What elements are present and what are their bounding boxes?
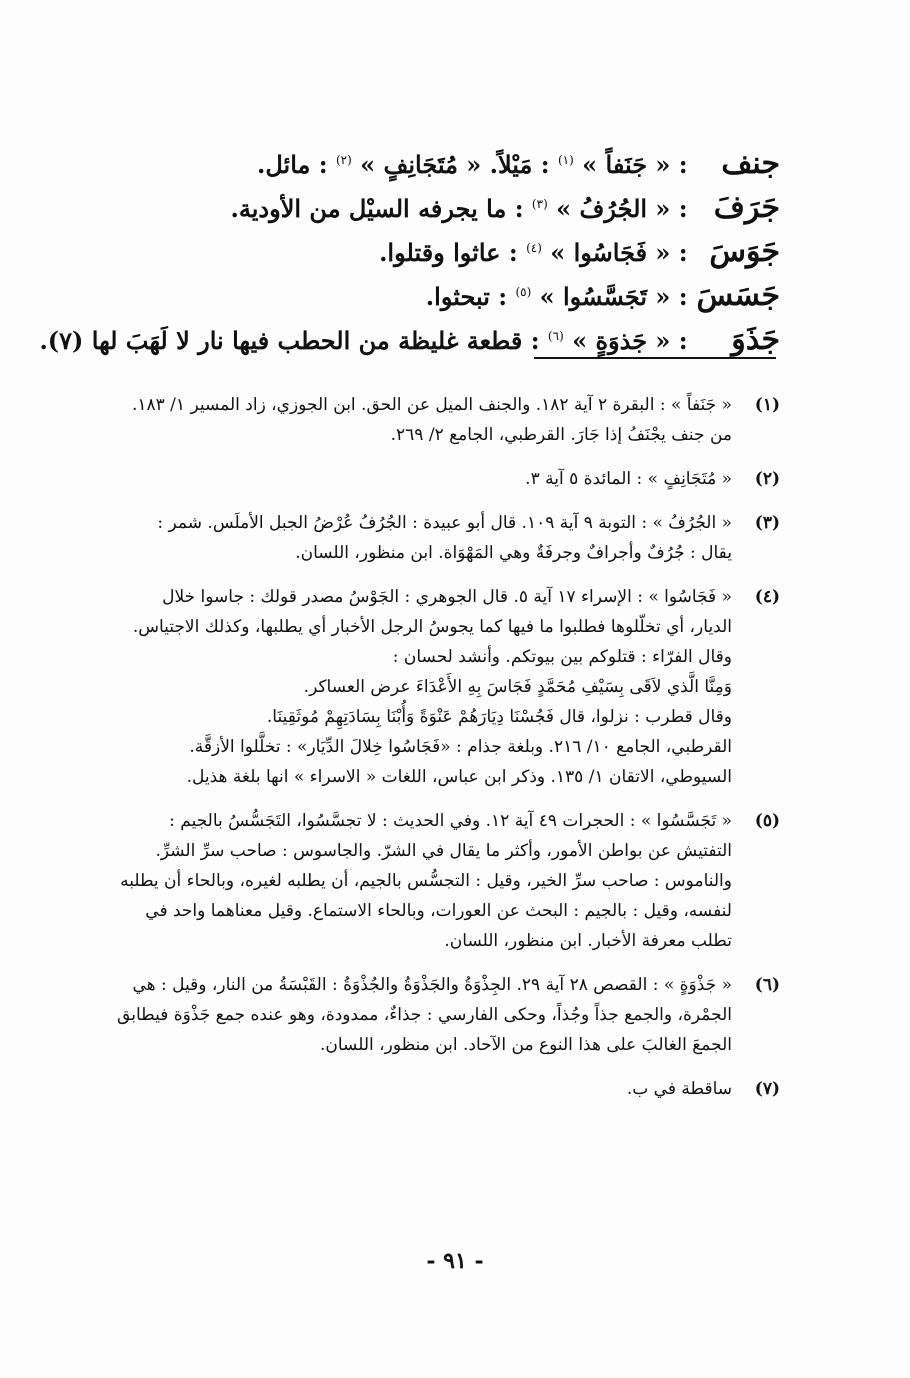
entry-jawas	[120, 226, 780, 270]
footnote-line: « جَنَفاً » : البقرة ٢ آية ١٨٢. والجنف الميل عن الحق. ابن الجوزي، زاد المسير ١/ ١٨٣.	[131, 395, 732, 415]
footnote-number: (٣)	[754, 513, 780, 533]
footnote-line: « جَذْوَةٍ » : القصص ٢٨ آية ٢٩. الجِذْوَةُ والجَذْوَةُ والجُذْوَةُ : القَبْسَةُ من النار، وقيل : هي	[132, 975, 732, 995]
footnote-1	[110, 390, 780, 450]
footnote-line: « تَجَسَّسُوا » : الحجرات ٤٩ آية ١٢. وفي الحديث : لا تجسَّسُوا، التَجَسُّسُ بالجيم :	[169, 811, 732, 831]
entry-separator: :	[678, 238, 688, 267]
footnote-7	[110, 1074, 780, 1104]
entry-headword: جَسَسَ	[696, 278, 780, 313]
entry-word: « الجُرُفُ »	[556, 194, 671, 223]
entry-gloss: : قطعة غليظة من الحطب فيها نار لا لَهَبَ لها (٧).	[39, 326, 540, 355]
entry-word: « تَجَسَّسُوا »	[539, 282, 671, 311]
footnote-line: « مُتَجَانِفٍ » : المائدة ٥ آية ٣.	[525, 469, 732, 489]
footnote-ref: (٦)	[547, 329, 564, 343]
entry-jaraf	[120, 182, 780, 226]
entry-gloss-part: : مَيْلاً. « مُتَجَانِفٍ »	[360, 150, 550, 179]
footnote-ref: (٢)	[335, 153, 352, 167]
footnote-number: (٦)	[754, 975, 780, 995]
entry-janaf	[120, 138, 780, 182]
footnote-line: يقال : جُرُفٌ وأجرافٌ وجرفَةٌ وهي المَهْوَاة. ابن منظور، اللسان.	[295, 543, 732, 563]
poem-line: وقال قطرب : نزلوا، قال فَجُسْنَا دِيَارَهُمْ عَنْوَةً وَأُبْنَا بِسَادَتِهِمْ مُوثَقِينَا.	[266, 707, 732, 727]
footnote-separator-rule	[534, 357, 776, 359]
footnote-number: (٧)	[754, 1079, 780, 1099]
footnote-line: لنفسه، وقيل : بالجيم : البحث عن العورات، وبالحاء الاستماع. وقيل معناهما واحد في	[145, 901, 732, 921]
footnote-line: « الجُرُفُ » : التوبة ٩ آية ١٠٩. قال أبو عبيدة : الجُرُفُ عُرْضُ الجبل الأملَس. شمر :	[157, 513, 732, 533]
footnote-number: (١)	[754, 395, 780, 415]
entry-gloss: : تبحثوا.	[425, 282, 508, 311]
footnote-line: وقال الفرّاء : قتلوكم بين بيوتكم. وأنشد لحسان :	[392, 647, 732, 667]
footnote-line: تطلب معرفة الأخبار. ابن منظور، اللسان.	[444, 931, 732, 951]
entry-separator: :	[678, 326, 688, 355]
entry-separator: :	[678, 150, 688, 179]
poem-line: وَمِنَّا الَّذي لاَقَى بِسَيْفِ مُحَمَّدٍ فَجَاسَ بِهِ الأَعْدَاءَ عرض العساكر.	[303, 677, 732, 697]
footnote-4	[110, 582, 780, 792]
footnote-line: من جنف يجْنَفُ إذا جَارَ. القرطبي، الجامع ٢/ ٢٦٩.	[390, 425, 732, 445]
entry-jasas	[120, 270, 780, 314]
entry-jadhaw	[39, 314, 780, 358]
footnote-line: الجمْرة، والجمع جذاً وجُذاً، وحكى الفارسي : جذاءٌ، ممدودة، وهو عنده جمع جَذْوَة فيطابق	[117, 1005, 732, 1025]
footnote-number: (٥)	[754, 811, 780, 831]
footnote-ref: (١)	[557, 153, 574, 167]
footnote-3	[110, 508, 780, 568]
footnote-line: الجمعَ الغالبَ على هذا النوع من الآحاد. ابن منظور، اللسان.	[319, 1035, 732, 1055]
entry-word: « فَجَاسُوا »	[550, 238, 671, 267]
entry-word: « جَذوَةٍ »	[572, 326, 671, 355]
footnote-line: السيوطي، الاتقان ١/ ١٣٥. وذكر ابن عباس، اللغات « الاسراء » انها بلغة هذيل.	[186, 767, 732, 787]
footnotes	[110, 390, 780, 1118]
entry-gloss: : عاثوا وقتلوا.	[379, 238, 518, 267]
main-entries	[39, 138, 780, 358]
footnote-6	[110, 970, 780, 1060]
footnote-ref: (٥)	[515, 285, 532, 299]
footnote-ref: (٣)	[531, 197, 548, 211]
footnote-2	[110, 464, 780, 494]
entry-gloss: : مائل.	[257, 150, 328, 179]
footnote-number: (٤)	[754, 587, 780, 607]
footnote-line: الديار، أي تخلّلوها فطلبوا ما فيها كما يجوسُ الرجل الأخبار أي يطلبها، وكذلك الاجتياس.	[132, 617, 732, 637]
entry-headword: جَوَسَ	[709, 234, 780, 269]
footnote-line: « فَجَاسُوا » : الإسراء ١٧ آية ٥. قال الجوهري : الجَوْسُ مصدر قولك : جاسوا خلال	[162, 587, 732, 607]
entry-headword: جَرَفَ	[713, 190, 780, 225]
footnote-line: والناموس : صاحب سرِّ الخير، وقيل : التجسُّس بالجيم، أن يطلبه لغيره، وبالحاء أن يطلبه	[120, 871, 732, 891]
entry-separator: :	[678, 282, 688, 311]
footnote-ref: (٤)	[526, 241, 542, 255]
footnote-line: القرطبي، الجامع ١٠/ ٢١٦. وبلغة جذام : «فَجَاسُوا خِلالَ الدِّيَار» : تخلَّلوا الأزقَّة.	[189, 737, 732, 757]
page-number: - ٩١ -	[426, 1248, 484, 1274]
footnote-line: التفتيش عن بواطن الأمور، وأكثر ما يقال في الشرّ. والجاسوس : صاحب سرِّ الشرِّ.	[155, 841, 732, 861]
entry-headword: جَذَوَ	[731, 322, 780, 357]
entry-separator: :	[678, 194, 688, 223]
entry-headword: جنف	[721, 146, 780, 181]
footnote-line: ساقطة في ب.	[626, 1079, 732, 1099]
entry-word: « جَنَفاً »	[582, 150, 671, 179]
footnote-5	[110, 806, 780, 956]
footnote-number: (٢)	[754, 469, 780, 489]
entry-gloss: : ما يجرفه السيْل من الأودية.	[230, 194, 524, 223]
